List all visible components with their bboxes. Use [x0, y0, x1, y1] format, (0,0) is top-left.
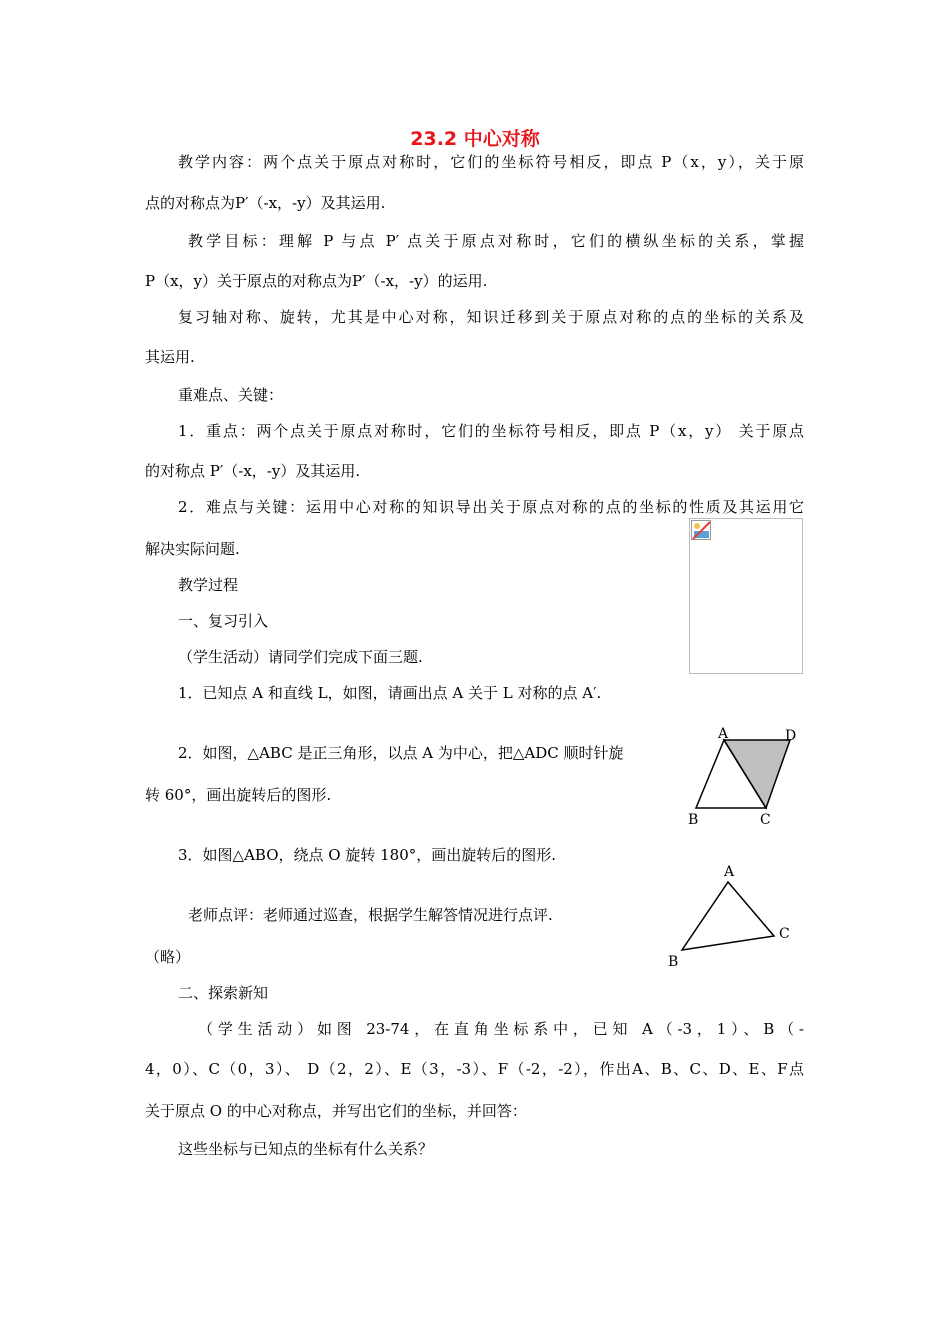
- line-activity-1: （学生活动）请同学们完成下面三题.: [178, 648, 423, 666]
- line-q1: 1．已知点 A 和直线 L，如图，请画出点 A 关于 L 对称的点 A′.: [178, 684, 602, 702]
- line-teacher-comment: 老师点评：老师通过巡查，根据学生解答情况进行点评.: [188, 906, 553, 924]
- line-q3: 3．如图△ABO，绕点 O 旋转 180°，画出旋转后的图形.: [178, 846, 557, 864]
- line-key-2-cont: 解决实际问题.: [145, 540, 240, 558]
- line-key-heading: 重难点、关键：: [178, 386, 284, 404]
- line-section-1: 一、复习引入: [178, 612, 269, 630]
- label-d: D: [785, 728, 797, 744]
- line-activity-2-cont: 4，0）、C（0，3）、 D（2，2）、E（3，-3）、F（-2，-2），作出A、B、C、D、E、F点: [145, 1060, 804, 1078]
- image-placeholder: [689, 518, 803, 674]
- line-activity-2-cont2: 关于原点 O 的中心对称点，并写出它们的坐标，并回答：: [145, 1102, 527, 1120]
- line-review-cont: 其运用.: [145, 348, 195, 366]
- line-content: 教学内容：两个点关于原点对称时，它们的坐标符号相反，即点 P（x，y），关于原: [178, 153, 804, 171]
- line-q2-cont: 转 60°，画出旋转后的图形.: [145, 786, 332, 804]
- line-goal: 教学目标：理解 P 与点 P′ 点关于原点对称时，它们的横纵坐标的关系，掌握: [188, 232, 804, 250]
- line-content-cont: 点的对称点为P′（-x，-y）及其运用.: [145, 194, 386, 212]
- figure-triangle: [660, 858, 800, 974]
- line-section-2: 二、探索新知: [178, 984, 269, 1002]
- line-question: 这些坐标与已知点的坐标有什么关系？: [178, 1140, 434, 1158]
- line-process: 教学过程: [178, 576, 239, 594]
- label-a: A: [718, 726, 729, 742]
- triangle-abo: [682, 882, 774, 950]
- line-key-1: 1．重点：两个点关于原点对称时，它们的坐标符号相反，即点 P（x，y） 关于原点: [178, 422, 804, 440]
- label-a: A: [724, 864, 735, 880]
- label-c: C: [760, 812, 771, 828]
- figure-rhombus: [680, 724, 810, 830]
- line-omitted: （略）: [145, 948, 191, 966]
- line-key-1-cont: 的对称点 P′（-x，-y）及其运用.: [145, 462, 361, 480]
- shaded-triangle-acd: [724, 740, 790, 808]
- label-b: B: [668, 954, 679, 970]
- broken-image-icon: [691, 520, 711, 540]
- line-goal-cont: P（x，y）关于原点的对称点为P′（-x，-y）的运用.: [145, 272, 488, 290]
- line-q2: 2．如图，△ABC 是正三角形，以点 A 为中心，把△ADC 顺时针旋: [178, 744, 624, 762]
- page-title: 23.2 中心对称: [410, 128, 540, 150]
- label-b: B: [688, 812, 699, 828]
- line-activity-2: （学生活动）如图 23-74，在直角坐标系中，已知 A（-3，1）、B（-: [198, 1020, 804, 1038]
- label-c: C: [779, 926, 790, 942]
- line-key-2: 2．难点与关键：运用中心对称的知识导出关于原点对称的点的坐标的性质及其运用它: [178, 498, 804, 516]
- line-review: 复习轴对称、旋转，尤其是中心对称，知识迁移到关于原点对称的点的坐标的关系及: [178, 308, 804, 326]
